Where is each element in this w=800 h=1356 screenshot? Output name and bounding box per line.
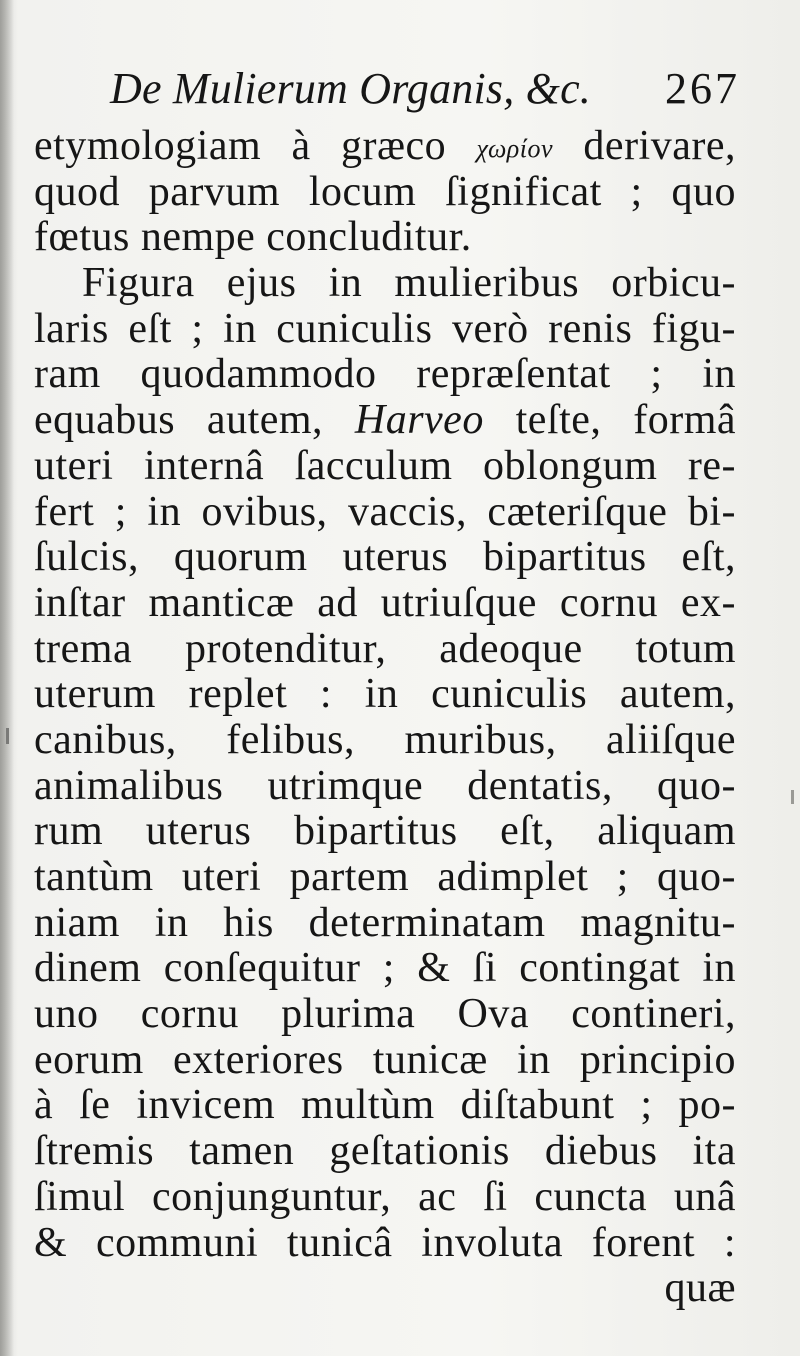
line-text: à ſe invicem multùm diſtabunt ; po- (34, 1082, 736, 1129)
page-number: 267 (665, 64, 740, 113)
line-text-post: teſte, formâ (483, 397, 737, 444)
line-text: rum uterus bipartitus eſt, aliquam (34, 808, 736, 855)
running-head (110, 64, 750, 114)
text-line (34, 855, 736, 901)
line-text: fert ; in ovibus, vaccis, cæteriſque bi- (34, 488, 736, 535)
line-text: & communi tunicâ involuta forent : (34, 1219, 736, 1266)
gutter-shadow (0, 0, 14, 1356)
line-text: fœtus nempe concluditur. (34, 214, 472, 261)
text-line (34, 535, 736, 581)
line-text: Figura ejus in mulieribus orbicu- (82, 260, 736, 307)
text-line (34, 1175, 736, 1221)
line-text: tantùm uteri partem adimplet ; quo- (34, 854, 736, 900)
line-text: uno cornu plurima Ova contineri, (34, 991, 736, 1038)
italic-name: Harveo (354, 397, 484, 444)
line-text: niam in his determinatam magnitu- (34, 899, 736, 946)
text-line (34, 946, 736, 992)
line-text: quod parvum locum ſignificat ; quo (34, 168, 736, 215)
text-line (34, 1129, 736, 1175)
text-line (34, 398, 736, 444)
line-text-pre: equabus autem, (34, 397, 355, 444)
text-line (34, 627, 736, 673)
text-line (34, 215, 736, 261)
line-text: dinem conſequitur ; & ſi contingat in (34, 945, 736, 992)
text-line (34, 581, 736, 627)
text-line (34, 809, 736, 855)
line-text: trema protenditur, adeoque totum (34, 625, 736, 672)
line-text-pre: etymologiam à græco (34, 123, 477, 169)
text-line (34, 901, 736, 947)
line-text: eorum exteriores tunicæ in principio (34, 1036, 736, 1083)
line-text: uterum replet : in cuniculis autem, (34, 671, 736, 718)
line-text: inſtar manticæ ad utriuſque cornu ex- (34, 579, 736, 626)
text-line (34, 444, 736, 490)
line-text: laris eſt ; in cuniculis verò renis figu- (34, 305, 736, 352)
text-line (34, 490, 736, 536)
text-line (34, 1083, 736, 1129)
line-text: canibus, felibus, muribus, aliiſque (34, 716, 736, 763)
line-text: animalibus utrimque dentatis, quo- (34, 762, 736, 809)
line-text: quæ (664, 1265, 736, 1312)
text-line (34, 261, 736, 307)
text-line (34, 992, 736, 1038)
text-line (34, 718, 736, 764)
text-line (34, 170, 736, 216)
text-line (34, 764, 736, 810)
text-line (34, 672, 736, 718)
line-text: ram quodammodo repræſentat ; in (34, 351, 736, 398)
text-line (34, 1038, 736, 1084)
greek-word: χωρίον (476, 134, 554, 163)
text-line (34, 124, 736, 170)
text-line (34, 352, 736, 398)
line-text: ſtremis tamen geſtationis diebus ita (34, 1128, 736, 1175)
text-line (34, 1221, 736, 1267)
margin-mark-right (791, 790, 794, 804)
line-text: ſulcis, quorum uterus bipartitus eſt, (34, 534, 736, 581)
running-title: De Mulierum Organis, &c. (110, 64, 592, 113)
catchword (34, 1266, 736, 1312)
margin-mark-left (6, 728, 9, 744)
line-text-post: derivare, (553, 123, 736, 169)
line-text: ſimul conjunguntur, ac ſi cuncta unâ (34, 1173, 736, 1220)
line-text: uteri internâ ſacculum oblongum re- (34, 442, 736, 489)
text-line (34, 307, 736, 353)
text-body (34, 124, 736, 1312)
